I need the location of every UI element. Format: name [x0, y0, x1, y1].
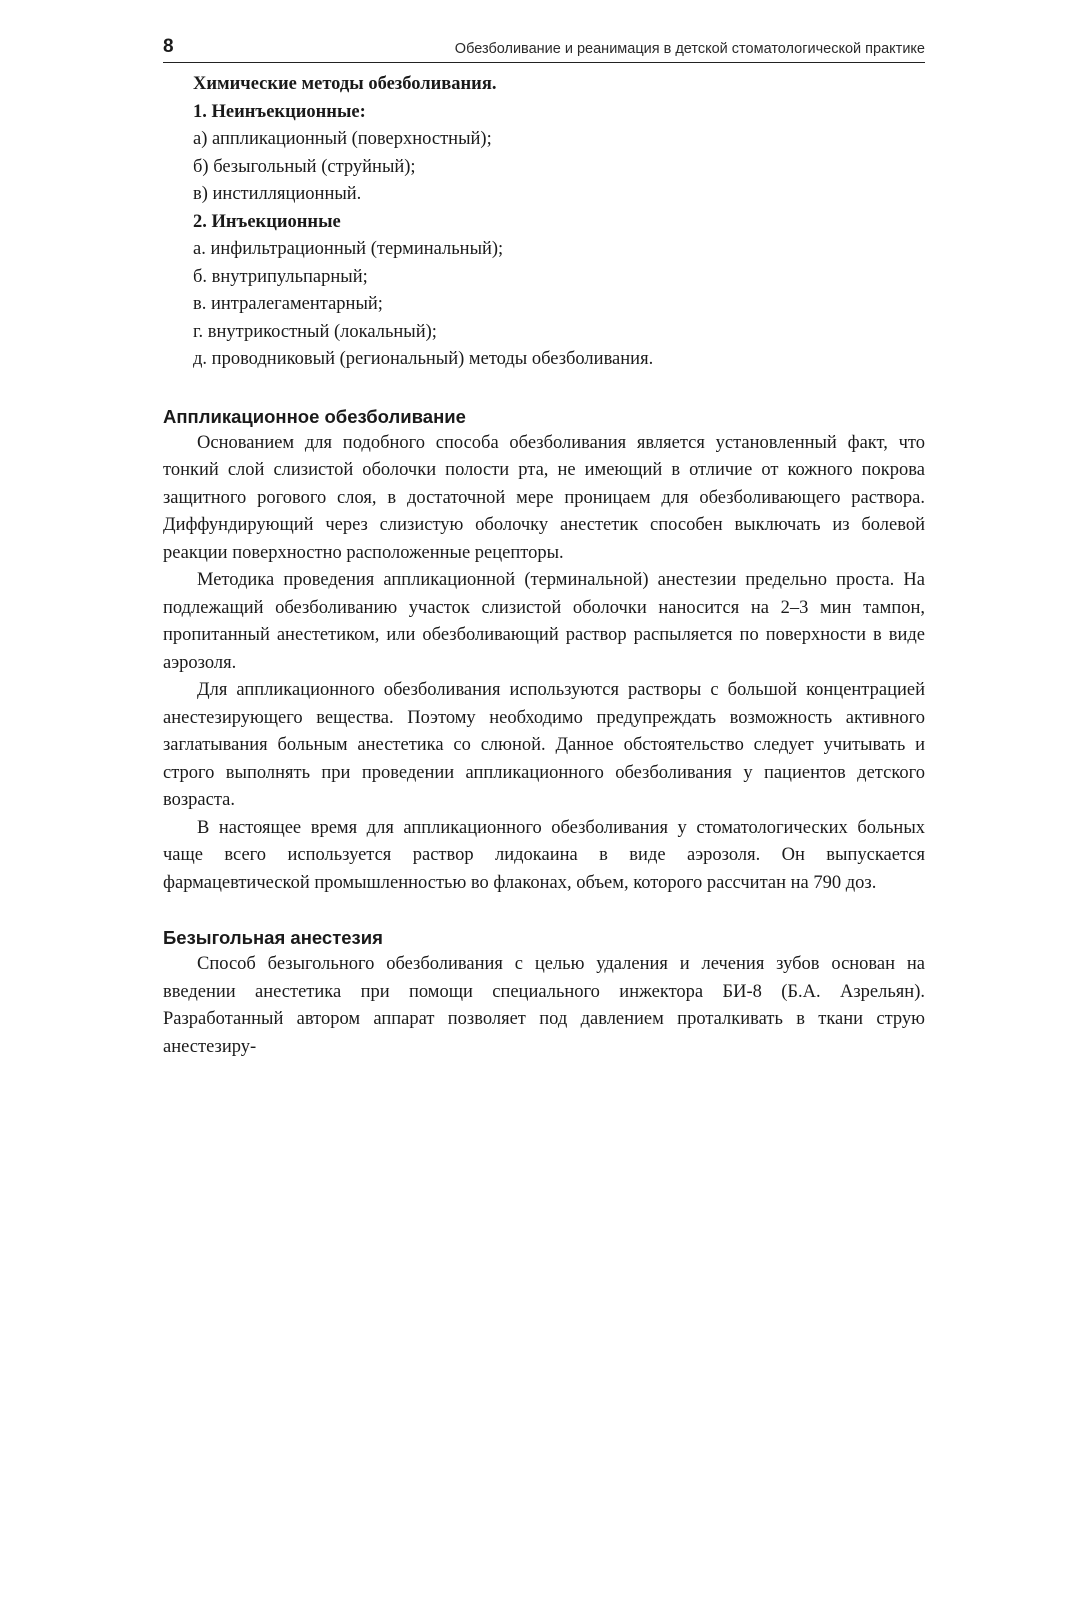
group-title-injection: 2. Инъекционные — [193, 211, 341, 232]
page-content — [163, 71, 925, 1061]
list-item: б) безыгольный (струйный); — [193, 156, 416, 177]
paragraph: В настоящее время для аппликационного обезболивания у стоматологических больных чаще всего используется раствор лидокаина в виде аэрозоля. Он выпускается фармацевтической промышленностью во флаконах, объем, которого рассчитан на 790 доз. — [163, 817, 925, 893]
methods-title: Химические методы обезболивания. — [193, 74, 497, 94]
paragraph: Методика проведения аппликационной (терминальной) анестезии предельно проста. На подлежащий обезболиванию участок слизистой оболочки наносится на 2–3 мин тампон, пропитанный анестетиком, или обезболивающий раствор распыляется по поверхности в виде аэрозоля. — [163, 570, 925, 673]
list-item: в. интралегаментарный; — [193, 294, 383, 314]
section-heading-needleless: Безыгольная анестезия — [163, 927, 383, 948]
list-item: в) инстилляционный. — [193, 184, 362, 204]
list-item: а) аппликационный (поверхностный); — [193, 129, 492, 149]
list-item: г. внутрикостный (локальный); — [193, 321, 437, 342]
methods-list — [163, 71, 925, 374]
paragraph: Для аппликационного обезболивания используются растворы с большой концентрацией анестезирующего вещества. Поэтому необходимо предупреждать возможность активного заглатывания больным анестетика со слюной. Данное обстоятельство следует учитывать и строго выполнять при проведении аппликационного обезболивания у пациентов детского возраста. — [163, 680, 925, 810]
group-title-non-injection: 1. Неинъекционные: — [193, 101, 366, 122]
running-title: Обезболивание и реанимация в детской стоматологической практике — [454, 41, 925, 57]
paragraph: Способ безыгольного обезболивания с целью удаления и лечения зубов основан на введении анестетика при помощи специального инжектора БИ-8 (Б.А. Азрельян). Разработанный автором аппарат позволяет под давлением проталкивать в ткани струю анестезиру- — [163, 954, 925, 1057]
page-number: 8 — [163, 36, 174, 57]
list-item: б. внутрипульпарный; — [193, 266, 368, 287]
list-item: д. проводниковый (региональный) методы обезболивания. — [193, 349, 654, 369]
book-page — [163, 36, 925, 1061]
paragraph: Основанием для подобного способа обезболивания является установленный факт, что тонкий слой слизистой оболочки полости рта, не имеющий в отличие от кожного покрова защитного рогового слоя, в достаточной мере проницаем для обезболивающего раствора. Диффундирующий через слизистую оболочку анестетик способен выключать из болевой реакции поверхностно расположенные рецепторы. — [163, 432, 925, 563]
list-item: а. инфильтрационный (терминальный); — [193, 239, 504, 259]
running-header — [163, 36, 925, 63]
section-heading-application: Аппликационное обезболивание — [163, 405, 466, 427]
